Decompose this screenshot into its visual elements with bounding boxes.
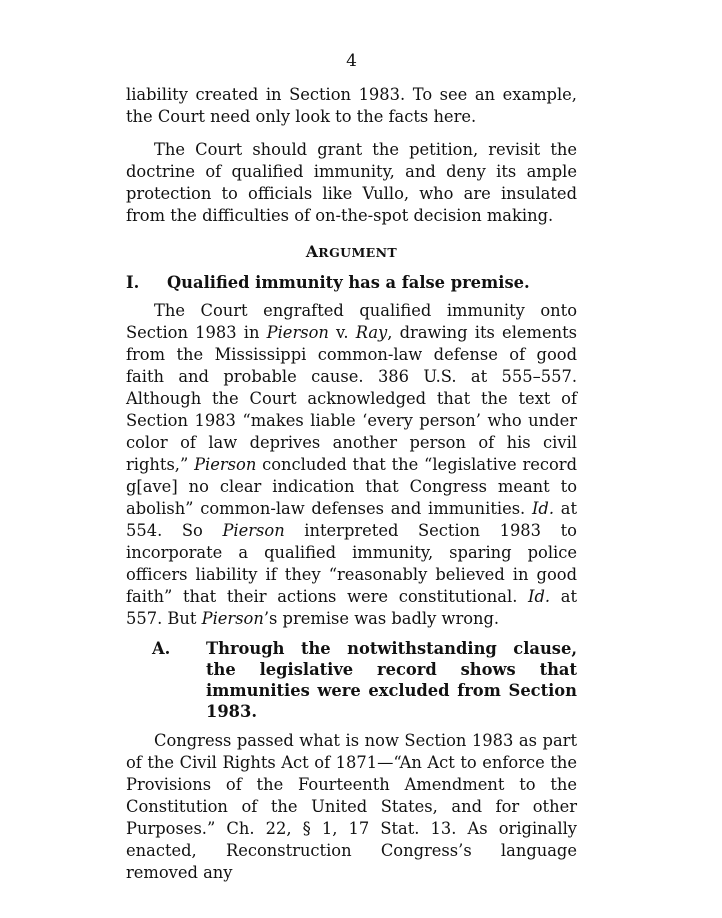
section-a-heading	[126, 638, 577, 722]
section-i-paragraph	[126, 300, 577, 630]
text-run: v.	[328, 323, 356, 342]
text-run: ’s premise was badly wrong.	[263, 609, 500, 628]
intro-paragraph-1: liability created in Section 1983. To see an example, the Court need only look to the facts here.	[126, 85, 577, 126]
case-citation: Pierson	[194, 455, 257, 474]
document-page	[126, 50, 577, 884]
text-run: interpreted Section 1983 to incorporate a qualified immunity, sparing police officers liability if they “reasonably believed in good faith” that their actions were constitutional.	[126, 521, 577, 606]
id-citation: Id.	[531, 499, 554, 518]
argument-heading-rest: RGUMENT	[318, 245, 398, 260]
text-run: concluded that the “legislative record g[ave] no clear indication that Congress meant to abolish” common-law defenses and immunities.	[126, 455, 577, 518]
id-citation: Id.	[528, 587, 551, 606]
page-number: 4	[346, 51, 357, 71]
argument-heading	[126, 241, 577, 264]
section-i-heading	[126, 272, 577, 294]
section-a-number: A.	[152, 639, 171, 658]
text-run: The Court engrafted qualified immunity onto Section 1983 in	[126, 301, 577, 342]
case-citation: Pierson	[266, 323, 329, 342]
argument-heading-initial: A	[305, 242, 319, 261]
text-run: , drawing its elements from the Mississippi common-law defense of good faith and probable cause. 386 U.S. at 555–557. Although the Court acknowledged that the text of Section 1983 “makes liable ‘every person’ who under color of law deprives another person of his civil rights,”	[126, 323, 577, 474]
section-a-title: Through the notwithstanding clause, the legislative record shows that immunities were excluded from Section 1983.	[206, 639, 577, 721]
section-i-number: I.	[126, 273, 140, 292]
intro-paragraph-2: The Court should grant the petition, revisit the doctrine of qualified immunity, and deny its ample protection to officials like Vullo, who are insulated from the difficulties of on-the-spot decision making.	[126, 140, 577, 225]
section-i-title: Qualified immunity has a false premise.	[167, 273, 530, 292]
text-run: at 554. So	[126, 499, 577, 540]
case-citation: Pierson	[201, 609, 264, 628]
text-run: at 557. But	[126, 587, 577, 628]
section-a-paragraph: Congress passed what is now Section 1983 as part of the Civil Rights Act of 1871—“An Act to enforce the Provisions of the Fourteenth Amendment to the Constitution of the United States, and for other Purposes.” Ch. 22, § 1, 17 Stat. 13. As originally enacted, Reconstruction Congress’s language removed any	[126, 731, 577, 882]
case-citation: Pierson	[222, 521, 285, 540]
case-citation: Ray	[355, 323, 388, 342]
